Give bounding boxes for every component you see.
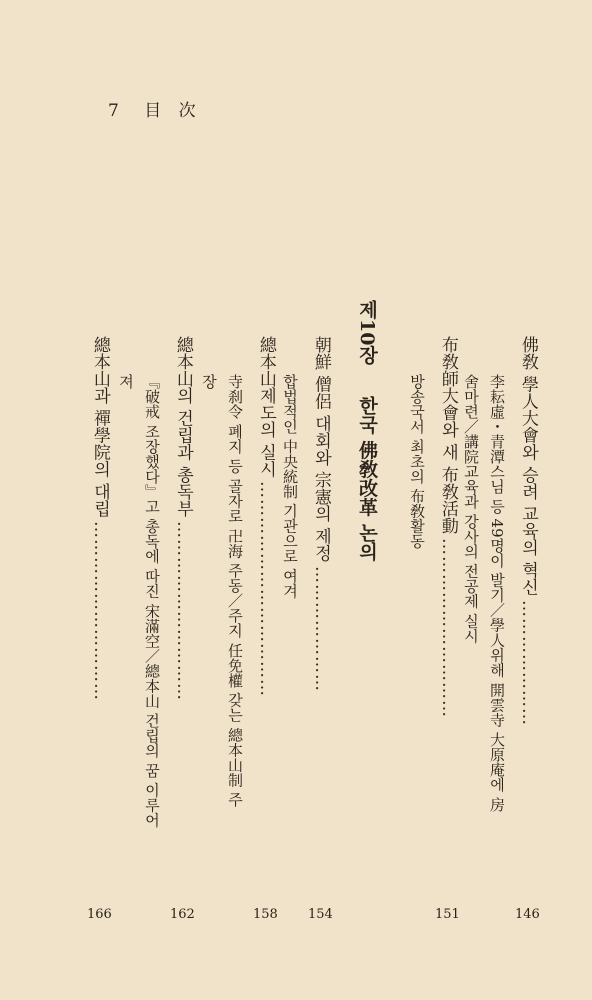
toc-page-number: 162 (170, 907, 195, 922)
toc-subline: 장 (200, 374, 218, 389)
toc-entry (515, 336, 540, 921)
toc-leader: ………………………… (89, 520, 110, 701)
toc-subline: 『破戒 조장했다』고 총독에 따진 宋滿空／總本山 건립의 꿈 이루어 (143, 374, 161, 828)
toc-entry (170, 336, 195, 921)
chapter-title: 한국 佛敎改革 논의 (356, 395, 378, 561)
toc-entry-title: 總本山제도의 실시 (255, 336, 276, 478)
toc-subline: 寺刹令 폐지 등 골자로 卍海 주동／주지 任免權 갖는 總本山制 주 (226, 374, 244, 807)
toc-leader: ………………… (310, 565, 331, 692)
toc-entry-title: 朝鮮 僧侶 대회와 宗憲의 제정 (310, 336, 331, 562)
toc-entry-title: 總本山과 禪學院의 대립 (89, 336, 110, 517)
header-title: 目 次 (144, 101, 202, 121)
toc-subline: 舍마련／講院교육과 강사의 전공제 실시 (462, 374, 480, 644)
toc-leader: ………………… (517, 599, 538, 726)
toc-entry (435, 336, 460, 921)
toc-leader: ……………………………… (255, 481, 276, 698)
toc-entry (87, 336, 112, 921)
toc-page-number: 166 (87, 907, 112, 922)
toc-entry (253, 336, 278, 921)
chapter-number: 제10장 (356, 300, 378, 365)
toc-subline: 합법적인 中央統制 기관으로 여겨 (281, 374, 299, 599)
toc-entry (308, 336, 333, 921)
toc-entry-title: 布敎師大會와 새 布敎活動 (437, 336, 458, 534)
toc-subline: 방송국서 최초의 布敎활동 (408, 374, 426, 549)
toc-page-number: 146 (515, 907, 540, 922)
toc-entry-title: 佛敎 學人大會와 승려 교육의 혁신 (517, 336, 538, 596)
toc-leader: ………………………… (172, 520, 193, 701)
toc-subline: 李耘虛・青潭스님 등 49명이 발기／學人위해 開雲寺 大原庵에 房 (488, 374, 506, 812)
toc-page-number: 151 (435, 907, 460, 922)
toc-subline: 져 (117, 374, 135, 389)
toc-leader: ………………………… (437, 537, 458, 718)
page-number: 7 (108, 101, 125, 121)
toc-entry-title: 總本山의 건립과 총독부 (172, 336, 193, 517)
chapter-heading (357, 300, 376, 561)
toc-page-number: 154 (308, 907, 333, 922)
toc-page-number: 158 (253, 907, 278, 922)
